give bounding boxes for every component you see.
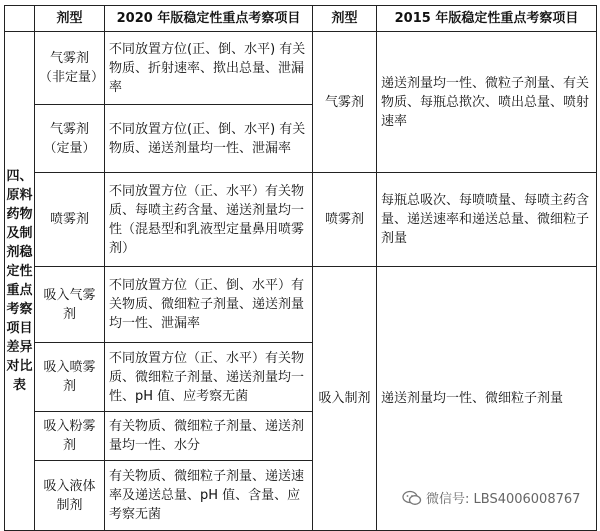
watermark [402,488,580,507]
items-2015: 递送剂量均一性、微细粒子剂量 [377,267,597,531]
items-2020: 有关物质、微细粒子剂量、递送剂量均一性、水分 [105,412,313,461]
dosage-form-2015: 气雾剂 [313,32,377,173]
dosage-form-2020: 吸入粉雾剂 [35,412,105,461]
items-2020: 不同放置方位(正、倒、水平) 有关物质、递送剂量均一性、泄漏率 [105,105,313,173]
dosage-form-2020: 吸入气雾剂 [35,267,105,343]
category-label: 四、 原料 药物 及制 剂稳 定性 重点 考察 项目 差异 对比 表 [5,32,35,531]
items-2020: 不同放置方位(正、倒、水平) 有关物质、折射速率、揿出总量、泄漏率 [105,32,313,105]
items-2020: 不同放置方位（正、水平）有关物质、微细粒子剂量、递送剂量均一性、pH 值、应考察无菌 [105,343,313,412]
header-dosage-form-2020: 剂型 [35,6,105,32]
wechat-icon [402,490,422,506]
items-2015: 递送剂量均一性、微粒子剂量、有关物质、每瓶总揿次、喷出总量、喷射速率 [377,32,597,173]
items-2020: 不同放置方位（正、水平）有关物质、每喷主药含量、递送剂量均一性（混悬型和乳液型定量鼻用喷雾剂） [105,173,313,267]
dosage-form-2020: 吸入喷雾剂 [35,343,105,412]
comparison-table [4,5,597,531]
items-2020: 有关物质、微细粒子剂量、递送速率及递送总量、pH 值、含量、应考察无菌 [105,461,313,531]
table-row [5,267,597,343]
dosage-form-2020: 气雾剂（定量） [35,105,105,173]
header-row [5,6,597,32]
header-items-2020: 2020 年版稳定性重点考察项目 [105,6,313,32]
header-items-2015: 2015 年版稳定性重点考察项目 [377,6,597,32]
dosage-form-2015: 吸入制剂 [313,267,377,531]
table-row [5,173,597,267]
dosage-form-2020: 喷雾剂 [35,173,105,267]
items-2020: 不同放置方位（正、倒、水平）有关物质、微细粒子剂量、递送剂量均一性、泄漏率 [105,267,313,343]
dosage-form-2020: 吸入液体制剂 [35,461,105,531]
header-dosage-form-2015: 剂型 [313,6,377,32]
dosage-form-2020: 气雾剂（非定量） [35,32,105,105]
dosage-form-2015: 喷雾剂 [313,173,377,267]
items-2015: 每瓶总吸次、每喷喷量、每喷主药含量、递送速率和递送总量、微细粒子剂量 [377,173,597,267]
header-empty [5,6,35,32]
watermark-text: 微信号: LBS4006008767 [426,492,581,507]
table-row [5,32,597,105]
